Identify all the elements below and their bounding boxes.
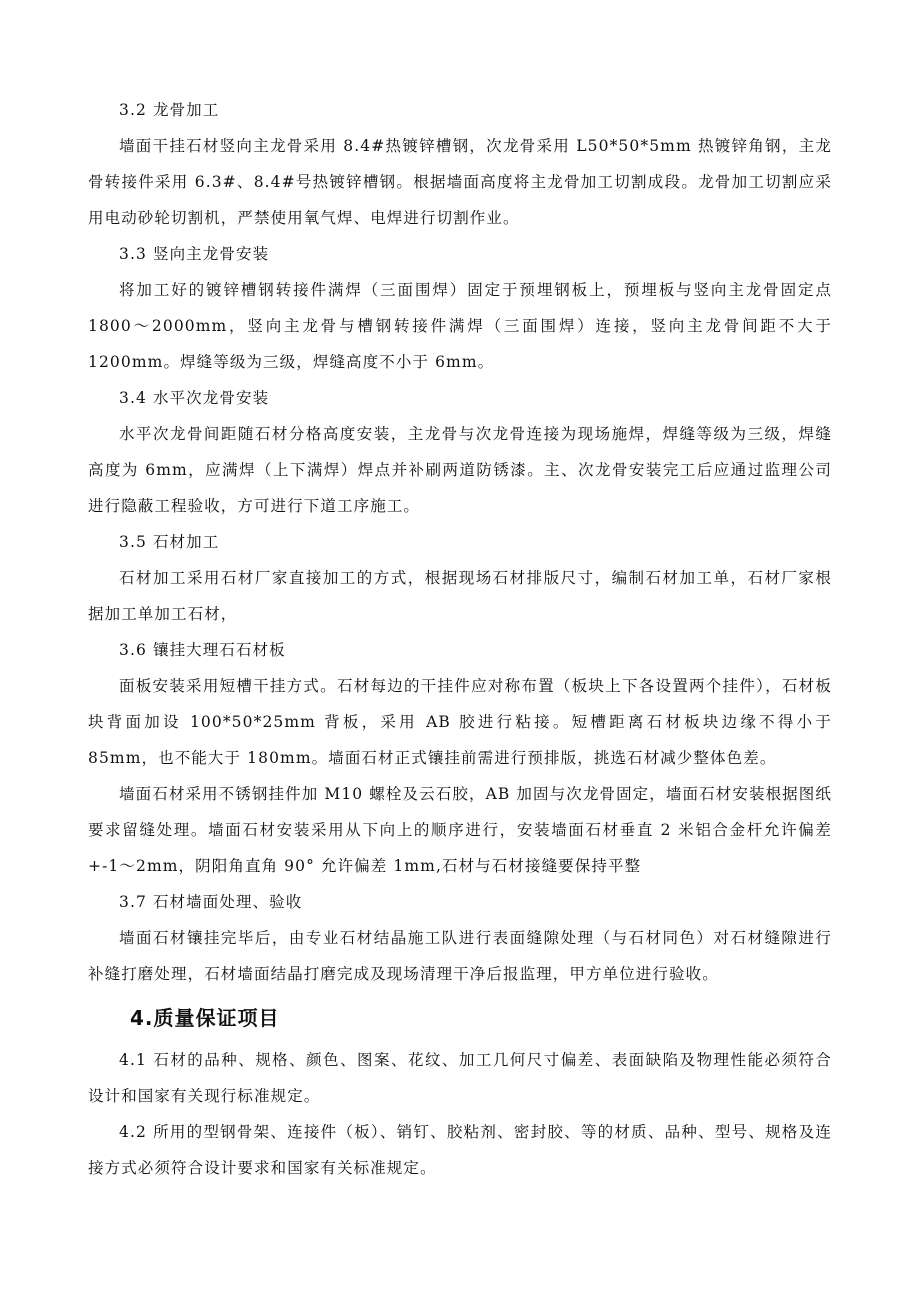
section-heading-4: 4.质量保证项目 — [130, 1006, 280, 1030]
subsection-heading-3-5: 3.5 石材加工 — [119, 533, 220, 551]
paragraph-3-5: 石材加工采用石材厂家直接加工的方式，根据现场石材排版尺寸，编制石材加工单，石材厂家根据加工单加工石材， — [88, 569, 832, 623]
subsection-heading-3-2: 3.2 龙骨加工 — [119, 101, 220, 119]
paragraph-3-6-b: 墙面石材采用不锈钢挂件加 M10 螺栓及云石胶，AB 加固与次龙骨固定，墙面石材安装根据图纸要求留缝处理。墙面石材安装采用从下向上的顺序进行，安装墙面石材垂直 2 米铝合金杆允许偏差+-1～2mm，阴阳角直角 90° 允许偏差 1mm,石材与石材接缝要保持平整 — [88, 785, 832, 875]
subsection-heading-3-3: 3.3 竖向主龙骨安装 — [119, 245, 270, 263]
paragraph-3-3: 将加工好的镀锌槽钢转接件满焊（三面围焊）固定于预埋钢板上，预埋板与竖向主龙骨固定点 1800～2000mm，竖向主龙骨与槽钢转接件满焊（三面围焊）连接，竖向主龙骨间距不大于 1200mm。焊缝等级为三级，焊缝高度不小于 6mm。 — [88, 281, 832, 371]
subsection-heading-3-7: 3.7 石材墙面处理、验收 — [119, 893, 303, 911]
subsection-heading-3-4: 3.4 水平次龙骨安装 — [119, 389, 270, 407]
document-body — [88, 92, 832, 1186]
paragraph-4-1: 4.1 石材的品种、规格、颜色、图案、花纹、加工几何尺寸偏差、表面缺陷及物理性能必须符合设计和国家有关现行标准规定。 — [88, 1051, 832, 1105]
paragraph-3-2: 墙面干挂石材竖向主龙骨采用 8.4#热镀锌槽钢，次龙骨采用 L50*50*5mm 热镀锌角钢，主龙骨转接件采用 6.3#、8.4#号热镀锌槽钢。根据墙面高度将主龙骨加工切割成段。龙骨加工切割应采用电动砂轮切割机，严禁使用氧气焊、电焊进行切割作业。 — [88, 137, 832, 227]
paragraph-3-4: 水平次龙骨间距随石材分格高度安装，主龙骨与次龙骨连接为现场施焊，焊缝等级为三级，焊缝高度为 6mm，应满焊（上下满焊）焊点并补刷两道防锈漆。主、次龙骨安装完工后应通过监理公司进行隐蔽工程验收，方可进行下道工序施工。 — [88, 425, 832, 515]
subsection-heading-3-6: 3.6 镶挂大理石石材板 — [119, 641, 286, 659]
paragraph-4-2: 4.2 所用的型钢骨架、连接件（板）、销钉、胶粘剂、密封胶、等的材质、品种、型号、规格及连接方式必须符合设计要求和国家有关标准规定。 — [88, 1123, 832, 1177]
paragraph-3-7: 墙面石材镶挂完毕后，由专业石材结晶施工队进行表面缝隙处理（与石材同色）对石材缝隙进行补缝打磨处理，石材墙面结晶打磨完成及现场清理干净后报监理，甲方单位进行验收。 — [88, 929, 832, 983]
paragraph-3-6-a: 面板安装采用短槽干挂方式。石材每边的干挂件应对称布置（板块上下各设置两个挂件），石材板块背面加设 100*50*25mm 背板，采用 AB 胶进行粘接。短槽距离石材板块边缘不得小于 85mm，也不能大于 180mm。墙面石材正式镶挂前需进行预排版，挑选石材减少整体色差。 — [88, 677, 832, 767]
